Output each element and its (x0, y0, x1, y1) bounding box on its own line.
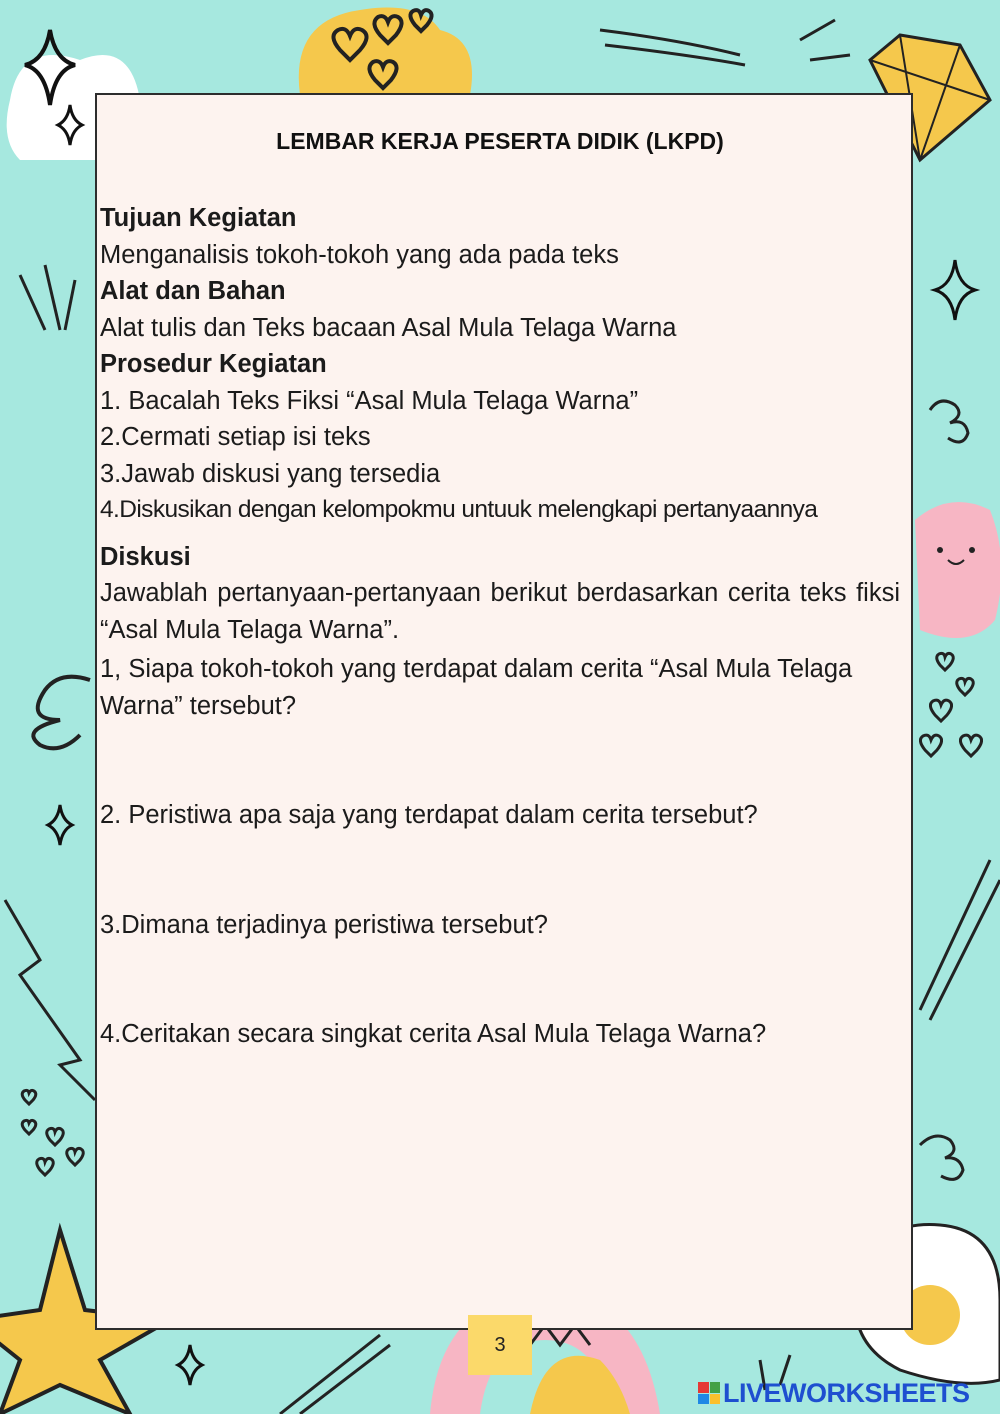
sparkle-icon (935, 260, 975, 320)
prosedur-step: 4.Diskusikan dengan kelompokmu untuuk melengkapi pertanyaannya (100, 496, 818, 523)
swirl-icon (930, 401, 968, 442)
liveworksheets-logo-icon (698, 1382, 720, 1404)
prosedur-step: 3.Jawab diskusi yang tersedia (100, 459, 441, 488)
lightning-icon (5, 900, 95, 1100)
question-3: 3.Dimana terjadinya peristiwa tersebut? (100, 910, 548, 939)
question-2: 2. Peristiwa apa saja yang terdapat dalam cerita tersebut? (100, 801, 758, 829)
prosedur-step: 2.Cermati setiap isi teks (100, 423, 371, 451)
section-heading-alat: Alat dan Bahan (100, 277, 286, 305)
tujuan-text: Menganalisis tokoh-tokoh yang ada pada teks (100, 240, 619, 269)
heart-icon (920, 653, 981, 756)
alat-text: Alat tulis dan Teks bacaan Asal Mula Telaga Warna (100, 313, 677, 342)
diskusi-intro: Jawablah pertanyaan-pertanyaan berikut berdasarkan cerita teks fiksi “Asal Mula Telaga Warna”. (100, 579, 900, 644)
liveworksheets-brand[interactable] (698, 1376, 994, 1410)
cloud-blob-icon (915, 502, 1000, 638)
page-number: 3 (468, 1315, 532, 1375)
heart-icon (22, 1090, 83, 1175)
sparkle-icon (178, 1345, 202, 1385)
swirl-icon (33, 677, 90, 749)
page-title: LEMBAR KERJA PESERTA DIDIK (LKPD) (276, 128, 724, 154)
prosedur-step: 1. Bacalah Teks Fiksi “Asal Mula Telaga Warna” (100, 386, 639, 415)
section-heading-tujuan: Tujuan Kegiatan (100, 204, 297, 232)
section-heading-diskusi: Diskusi (100, 542, 191, 571)
worksheet-content (100, 200, 900, 1053)
question-4: 4.Ceritakan secara singkat cerita Asal Mula Telaga Warna? (100, 1020, 767, 1048)
sparkle-icon (48, 805, 72, 845)
question-1: 1, Siapa tokoh-tokoh yang terdapat dalam cerita “Asal Mula Telaga Warna” tersebut? (100, 655, 853, 720)
brand-name: LIVEWORKSHEETS (723, 1377, 970, 1408)
section-heading-prosedur: Prosedur Kegiatan (100, 350, 327, 378)
swirl-icon (920, 1136, 963, 1179)
